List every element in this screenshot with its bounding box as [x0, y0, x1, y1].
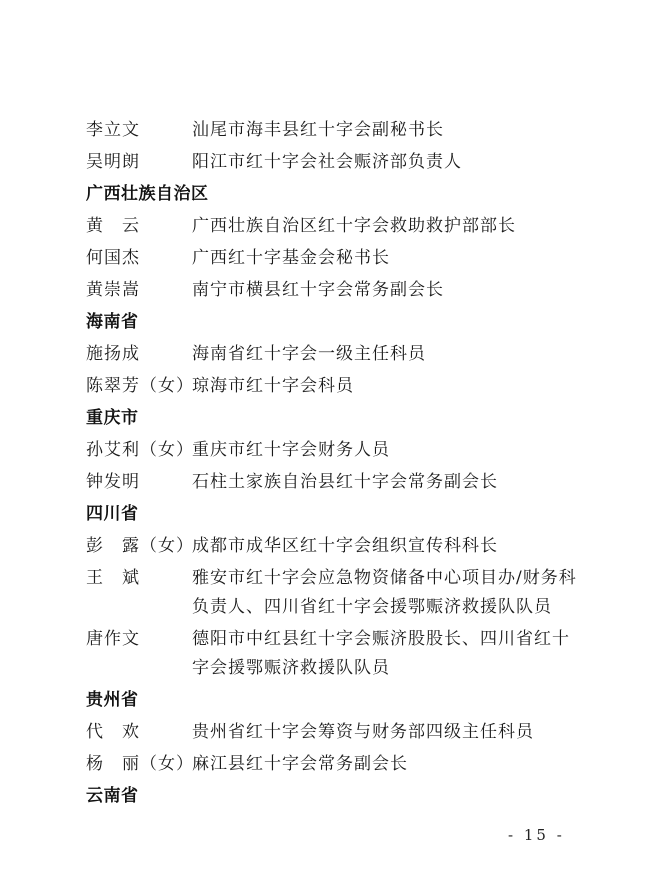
person-entry: [86, 750, 586, 779]
province-heading: 四川省: [86, 504, 139, 524]
role-line: 字会援鄂赈济救援队队员: [192, 658, 390, 678]
person-role: [192, 212, 586, 241]
person-role: [192, 340, 586, 369]
person-name: 黄 云: [86, 216, 140, 236]
person-role: [192, 750, 586, 779]
person-entry: [86, 372, 586, 401]
province-heading: 海南省: [86, 312, 139, 332]
person-role: [192, 244, 586, 273]
person-entry: [86, 436, 586, 465]
person-entry: [86, 116, 586, 145]
person-entry: [86, 340, 586, 369]
person-role: [192, 532, 586, 561]
person-role: [192, 148, 586, 177]
entries-list: [86, 113, 586, 811]
person-name: 李立文: [86, 120, 140, 140]
role-line: 雅安市红十字会应急物资储备中心项目办/财务科: [192, 568, 577, 588]
person-name: 何国杰: [86, 248, 140, 268]
person-entry: [86, 276, 586, 305]
person-name: 孙艾利（女）: [86, 440, 194, 460]
role-line: 南宁市横县红十字会常务副会长: [192, 280, 444, 300]
role-line: 广西壮族自治区红十字会救助救护部部长: [192, 216, 516, 236]
person-name: 代 欢: [86, 722, 140, 742]
person-name: 吴明朗: [86, 152, 140, 172]
role-line: 阳江市红十字会社会赈济部负责人: [192, 152, 462, 172]
person-entry: [86, 564, 586, 622]
person-entry: [86, 148, 586, 177]
role-line: 贵州省红十字会筹资与财务部四级主任科员: [192, 722, 534, 742]
role-line: 汕尾市海丰县红十字会副秘书长: [192, 120, 444, 140]
person-entry: [86, 532, 586, 561]
person-name: 施扬成: [86, 344, 140, 364]
person-entry: [86, 625, 586, 683]
person-entry: [86, 244, 586, 273]
province-heading: 贵州省: [86, 690, 139, 710]
person-entry: [86, 468, 586, 497]
person-role: [192, 372, 586, 401]
role-line: 海南省红十字会一级主任科员: [192, 344, 426, 364]
person-role: [192, 718, 586, 747]
province-heading: 广西壮族自治区: [86, 184, 209, 204]
person-name: 杨 丽（女）: [86, 754, 194, 774]
province-heading: 云南省: [86, 786, 139, 806]
role-line: 琼海市红十字会科员: [192, 376, 354, 396]
person-entry: [86, 212, 586, 241]
person-entry: [86, 718, 586, 747]
role-line: 广西红十字基金会秘书长: [192, 248, 390, 268]
person-name: 王 斌: [86, 568, 140, 588]
person-role: [192, 625, 586, 683]
person-name: 唐作文: [86, 629, 140, 649]
person-role: [192, 436, 586, 465]
person-name: 彭 露（女）: [86, 536, 194, 556]
person-name: 黄崇嵩: [86, 280, 140, 300]
role-line: 石柱土家族自治县红十字会常务副会长: [192, 472, 498, 492]
role-line: 德阳市中红县红十字会赈济股股长、四川省红十: [192, 629, 570, 649]
person-role: [192, 564, 586, 622]
role-line: 负责人、四川省红十字会援鄂赈济救援队队员: [192, 597, 552, 617]
person-role: [192, 276, 586, 305]
person-role: [192, 116, 586, 145]
role-line: 成都市成华区红十字会组织宣传科科长: [192, 536, 498, 556]
page-number: - 15 -: [508, 826, 565, 844]
province-heading: 重庆市: [86, 408, 139, 428]
role-line: 麻江县红十字会常务副会长: [192, 754, 408, 774]
person-role: [192, 468, 586, 497]
role-line: 重庆市红十字会财务人员: [192, 440, 390, 460]
person-name: 陈翠芳（女）: [86, 376, 194, 396]
person-name: 钟发明: [86, 472, 140, 492]
